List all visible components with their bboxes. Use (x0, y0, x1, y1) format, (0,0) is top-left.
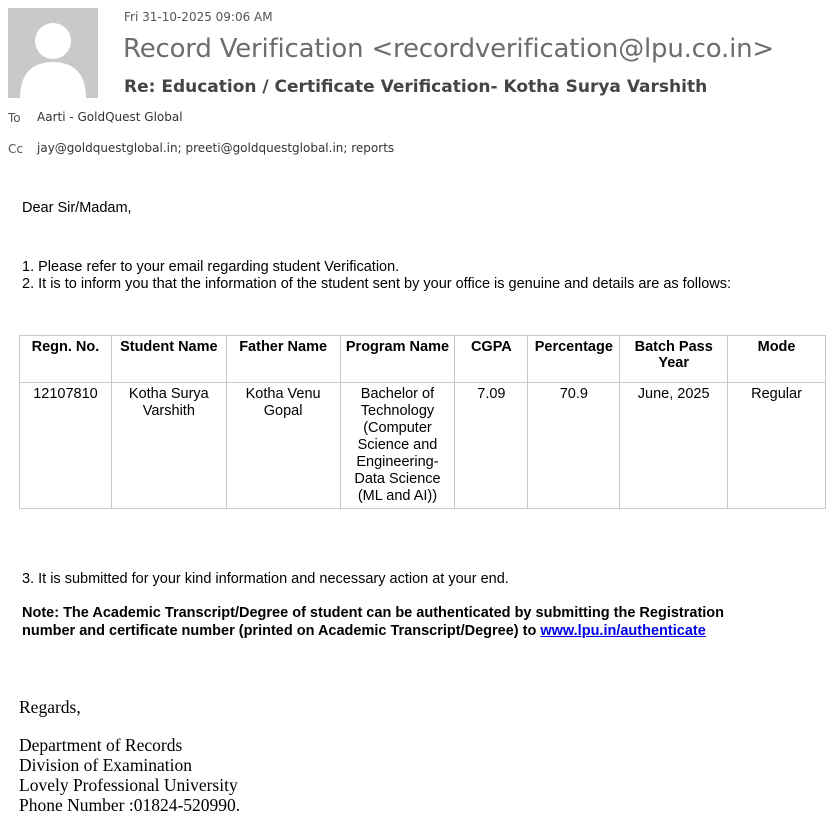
authenticate-link[interactable]: www.lpu.in/authenticate (540, 623, 706, 639)
note-line-2 (22, 622, 724, 640)
table-row (20, 383, 826, 509)
greeting: Dear Sir/Madam, (22, 200, 132, 216)
header-cgpa: CGPA (455, 336, 528, 383)
to-label: To (8, 111, 21, 125)
cell-program-name: Bachelor of Technology (Computer Science and Engineering-Data Science (ML and AI)) (340, 383, 455, 509)
header-regn-no: Regn. No. (20, 336, 112, 383)
signature-department: Department of Records (19, 735, 183, 755)
cell-cgpa: 7.09 (455, 383, 528, 509)
point-1: 1. Please refer to your email regarding student Verification. (22, 259, 400, 275)
signature-regards: Regards, (19, 697, 81, 717)
sent-date: Fri 31-10-2025 09:06 AM (124, 10, 273, 24)
signature-phone: Phone Number :01824-520990. (19, 795, 241, 815)
cc-label: Cc (8, 142, 23, 156)
note-line-2-text: number and certificate number (printed on Academic Transcript/Degree) to (22, 623, 541, 639)
authentication-note (22, 604, 724, 640)
header-batch-pass-year: Batch Pass Year (620, 336, 728, 383)
header-father-name: Father Name (226, 336, 340, 383)
email-header (0, 0, 827, 170)
cell-mode: Regular (728, 383, 826, 509)
header-student-name: Student Name (111, 336, 226, 383)
signature-division: Division of Examination (19, 755, 193, 775)
sender-name[interactable]: Record Verification <recordverification@lpu.co.in> (123, 34, 774, 64)
cell-father-name: Kotha Venu Gopal (226, 383, 340, 509)
signature-university: Lovely Professional University (19, 775, 238, 795)
cell-percentage: 70.9 (528, 383, 620, 509)
header-mode: Mode (728, 336, 826, 383)
cc-recipients[interactable]: jay@goldquestglobal.in; preeti@goldquestglobal.in; reports (37, 141, 395, 155)
sender-avatar (8, 8, 98, 98)
person-silhouette-icon (8, 8, 98, 98)
point-3: 3. It is submitted for your kind information and necessary action at your end. (22, 571, 509, 587)
header-program-name: Program Name (340, 336, 455, 383)
point-2: 2. It is to inform you that the information of the student sent by your office is genuine and details are as follows: (22, 276, 732, 292)
cell-batch-pass-year: June, 2025 (620, 383, 728, 509)
student-details-table (19, 335, 826, 509)
cell-regn-no: 12107810 (20, 383, 112, 509)
note-line-1: Note: The Academic Transcript/Degree of student can be authenticated by submitting the Registration (22, 605, 725, 621)
cell-student-name: Kotha Surya Varshith (111, 383, 226, 509)
table-header-row (20, 336, 826, 383)
to-recipients[interactable]: Aarti - GoldQuest Global (37, 110, 183, 124)
email-subject: Re: Education / Certificate Verification- Kotha Surya Varshith (124, 77, 708, 97)
header-percentage: Percentage (528, 336, 620, 383)
